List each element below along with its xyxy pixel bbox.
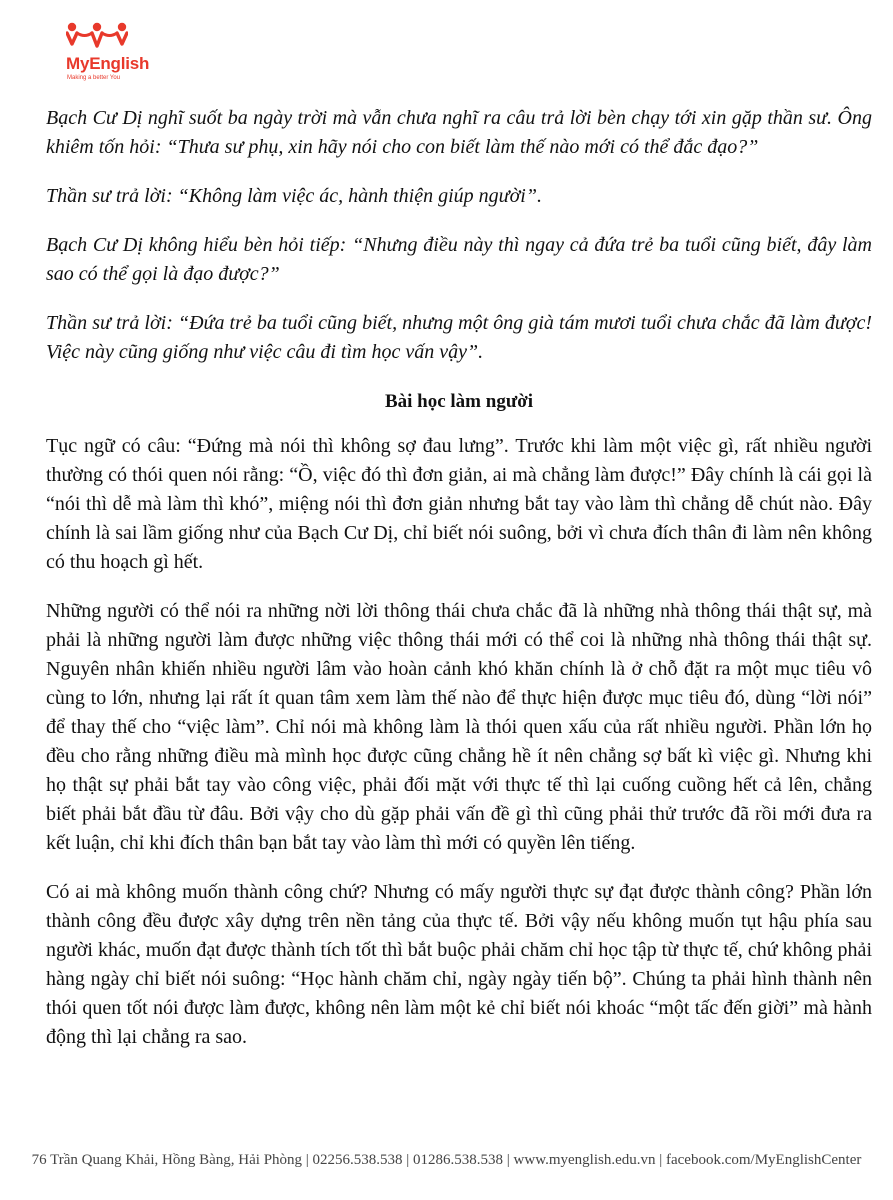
brand-logo: [66, 22, 156, 84]
three-people-icon: [66, 22, 128, 56]
lesson-paragraph: Tục ngữ có câu: “Đứng mà nói thì không sợ đau lưng”. Trước khi làm một việc gì, rất nhiều người thường có thói quen nói rằng: “Ồ, việc đó thì đơn giản, ai mà chẳng làm được!” Đây chính là cái gọi là “nói thì dễ mà làm thì khó”, miệng nói thì đơn giản nhưng bắt tay vào làm thì chẳng dễ chút nào. Đây chính là sai lầm giống như của Bạch Cư Dị, chỉ biết nói suông, bởi vì chưa đích thân đi làm nên không có thu hoạch gì hết.: [46, 435, 872, 573]
lesson-section: [46, 432, 872, 1052]
story-paragraph: Bạch Cư Dị nghĩ suốt ba ngày trời mà vẫn chưa nghĩ ra câu trả lời bèn chạy tới xin gặp thần sư. Ông khiêm tốn hỏi: “Thưa sư phụ, xin hãy nói cho con biết làm thế nào mới có thể đắc đạo?”: [46, 107, 872, 158]
page-footer: 76 Trần Quang Khải, Hồng Bàng, Hải Phòng | 02256.538.538 | 01286.538.538 | www.myenglish.edu.vn | facebook.com/MyEnglishCenter: [31, 1152, 862, 1168]
story-paragraph: Thần sư trả lời: “Đứa trẻ ba tuổi cũng biết, nhưng một ông già tám mươi tuổi chưa chắc đã làm được! Việc này cũng giống như việc câu đi tìm học vấn vậy”.: [46, 312, 872, 363]
story-section: [46, 104, 872, 367]
story-paragraph: Thần sư trả lời: “Không làm việc ác, hành thiện giúp người”.: [46, 185, 542, 207]
logo-tagline: Making a better You: [67, 75, 121, 81]
section-heading: Bài học làm người: [384, 391, 534, 412]
lesson-paragraph: Có ai mà không muốn thành công chứ? Nhưng có mấy người thực sự đạt được thành công? Phần lớn thành công đều được xây dựng trên nền tảng của thực tế. Bởi vậy nếu không muốn tụt hậu phía sau người khác, muốn đạt được thành tích tốt thì bắt buộc phải chăm chỉ học tập từ thực tế, chứ không phải hàng ngày chỉ biết nói suông: “Học hành chăm chỉ, ngày ngày tiến bộ”. Chúng ta phải hình thành nên thói quen tốt nói được làm được, không nên làm một kẻ chỉ biết nói khoác “một tấc đến giời” mà hành động thì lại chẳng ra sao.: [46, 881, 872, 1048]
story-paragraph: Bạch Cư Dị không hiểu bèn hỏi tiếp: “Nhưng điều này thì ngay cả đứa trẻ ba tuổi cũng biết, đây làm sao có thể gọi là đạo được?”: [46, 234, 872, 285]
logo-name: MyEnglish: [66, 54, 150, 73]
document-body: [46, 104, 872, 1052]
lesson-paragraph: Những người có thể nói ra những nời lời thông thái chưa chắc đã là những nhà thông thái thật sự, mà phải là những người làm được những việc thông thái mới có thể coi là những nhà thông thái thật sự. Nguyên nhân khiến nhiều người lâm vào hoàn cảnh khó khăn chính là ở chỗ đặt ra một mục tiêu vô cùng to lớn, nhưng lại rất ít quan tâm xem làm thế nào để thực hiện được mục tiêu đó, dùng “lời nói” để thay thế cho “việc làm”. Chỉ nói mà không làm là thói quen xấu của rất nhiều người. Phần lớn họ đều cho rằng những điều mà mình học được cũng chẳng hề ít nên chẳng sợ bất kì việc gì. Nhưng khi họ thật sự phải bắt tay vào công việc, phải đối mặt với thực tế thì lại cuống cuồng hết cả lên, chẳng biết phải bắt đầu từ đâu. Bởi vậy cho dù gặp phải vấn đề gì thì cũng phải thử trước đã rồi mới đưa ra kết luận, chỉ khi đích thân bạn bắt tay vào làm thì mới có quyền lên tiếng.: [46, 600, 872, 854]
